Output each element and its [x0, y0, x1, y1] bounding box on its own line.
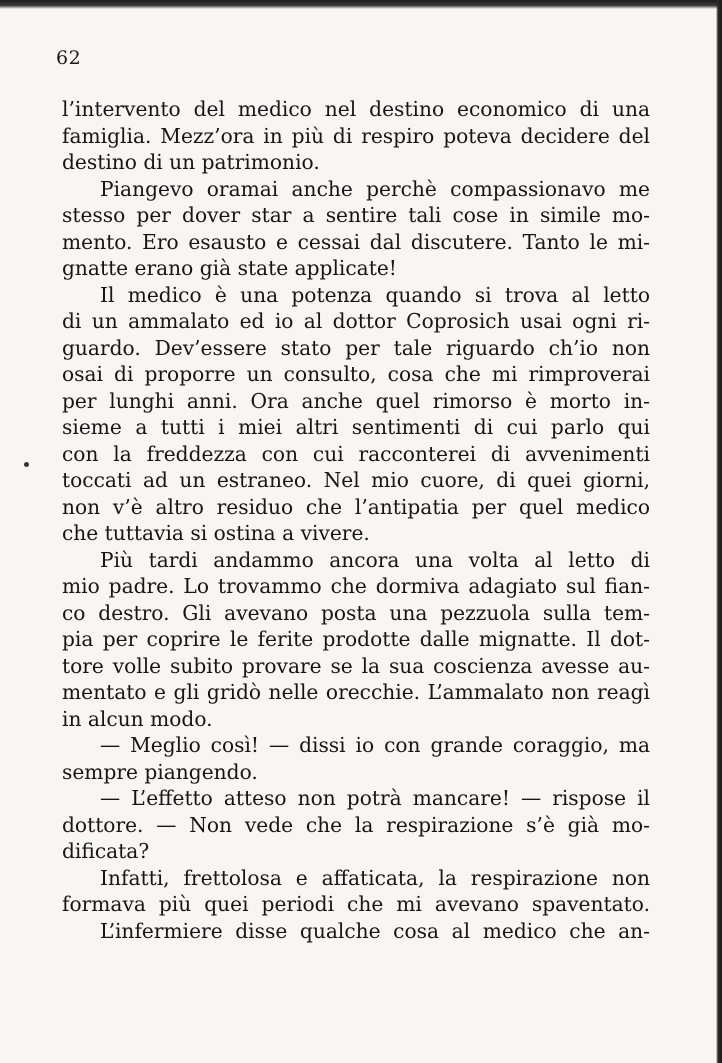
text-line: pia per coprire le ferite prodotte dalle mignatte. Il dot-: [62, 627, 650, 651]
text-line: destino di un patrimonio.: [62, 150, 320, 174]
text-line: tore volle subito provare se la sua coscienza avesse au-: [62, 653, 650, 678]
text-line: mento. Ero esausto e cessai dal discutere. Tanto le mi-: [62, 229, 650, 254]
text-line: di un ammalato ed io al dottor Coprosich usai ogni ri-: [62, 309, 650, 333]
text-line: toccati ad un estraneo. Nel mio cuore, di quei giorni,: [62, 468, 650, 492]
text-line: per lunghi anni. Ora anche quel rimorso è morto in-: [62, 388, 650, 413]
body-text: [62, 96, 650, 944]
margin-mark: [24, 462, 29, 467]
text-line: che tuttavia si ostina a vivere.: [62, 521, 370, 545]
text-line: famiglia. Mezz’ora in più di respiro poteva decidere del: [62, 123, 650, 148]
text-line: formava più quei periodi che mi avevano spaventato.: [62, 892, 650, 916]
page-number: 62: [56, 47, 82, 69]
text-line: Piangevo oramai anche perchè compassionavo me: [100, 176, 650, 201]
text-line: — L’effetto atteso non potrà mancare! — rispose il: [100, 786, 650, 810]
text-line: non v’è altro residuo che l’antipatia per quel medico: [62, 494, 650, 519]
text-line: in alcun modo.: [62, 706, 213, 731]
text-line: dottore. — Non vede che la respirazione s’è già mo-: [62, 812, 650, 837]
text-line: L’infermiere disse qualche cosa al medico che an-: [100, 918, 650, 943]
scan-binding-edge: [680, 0, 722, 1063]
text-line: l’intervento del medico nel destino economico di una: [62, 97, 650, 121]
text-line: Il medico è una potenza quando si trova al letto: [100, 282, 650, 307]
text-line: Più tardi andammo ancora una volta al letto di: [100, 547, 650, 572]
scan-top-edge: [0, 0, 722, 9]
text-line: osai di proporre un consulto, cosa che mi rimproverai: [62, 362, 650, 386]
text-line: gnatte erano già state applicate!: [62, 256, 397, 280]
text-line: con la freddezza con cui racconterei di avvenimenti: [62, 441, 650, 466]
text-line: dificata?: [62, 839, 150, 863]
text-line: sieme a tutti i miei altri sentimenti di cui parlo qui: [62, 415, 650, 439]
text-line: co destro. Gli avevano posta una pezzuola sulla tem-: [62, 600, 650, 625]
text-line: mio padre. Lo trovammo che dormiva adagiato sul fian-: [62, 574, 650, 598]
text-line: Infatti, frettolosa e affaticata, la respirazione non: [100, 865, 650, 890]
text-line: mentato e gli gridò nelle orecchie. L’ammalato non reagì: [62, 680, 650, 704]
text-line: sempre piangendo.: [62, 759, 258, 784]
text-line: stesso per dover star a sentire tali cose in simile mo-: [62, 203, 650, 227]
text-line: — Meglio così! — dissi io con grande coraggio, ma: [100, 733, 650, 757]
text-line: guardo. Dev’essere stato per tale riguardo ch’io non: [62, 335, 650, 360]
